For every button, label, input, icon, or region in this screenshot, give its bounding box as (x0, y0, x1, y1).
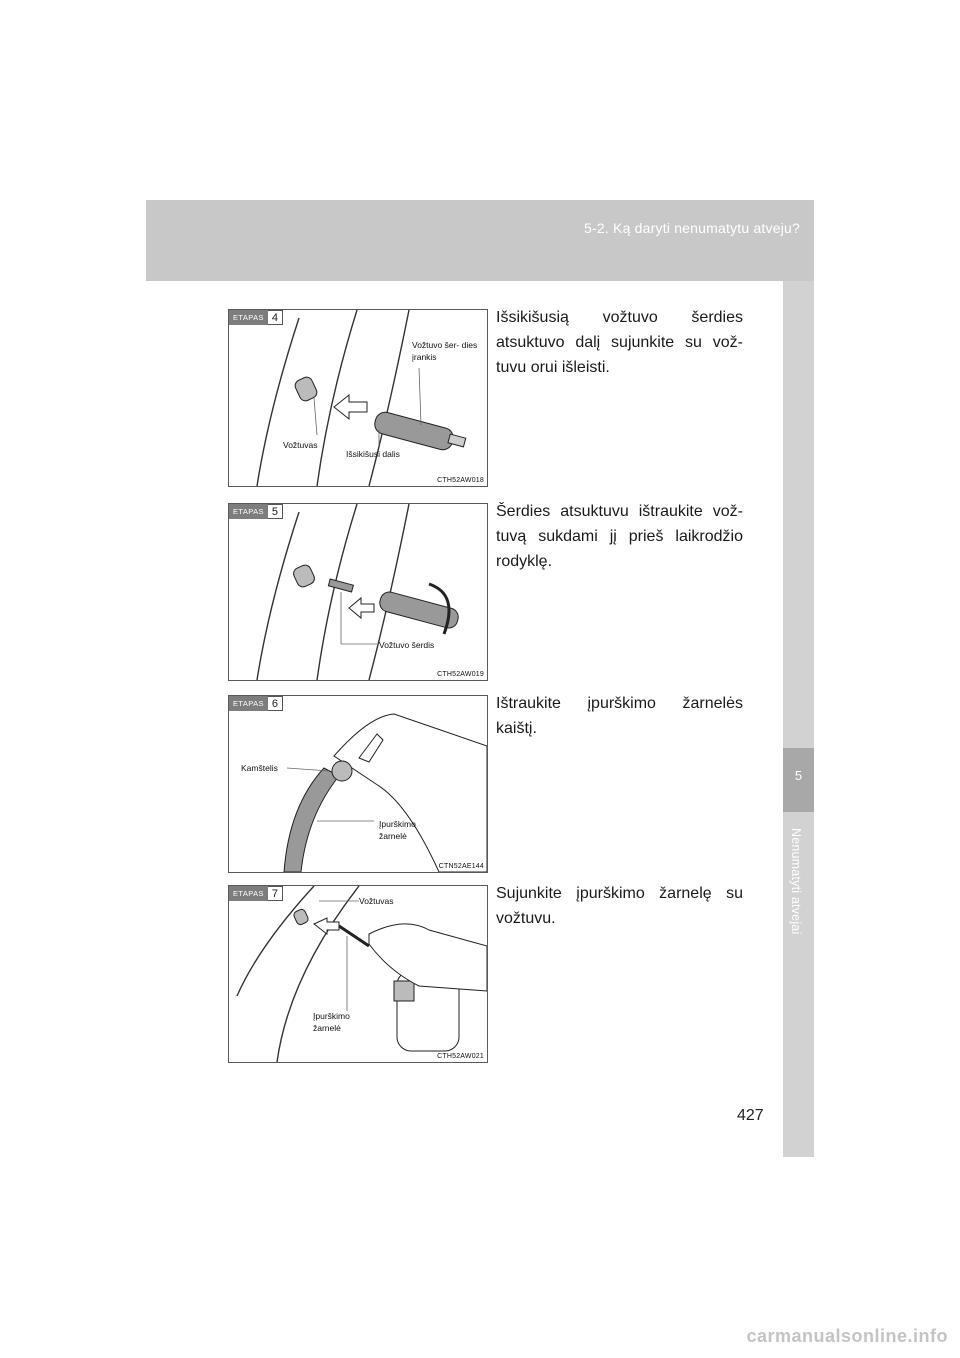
step-badge-word: ETAPAS (229, 504, 268, 519)
chapter-label: Nenumatyti atvejai (789, 828, 803, 935)
step-4-figure (228, 309, 488, 487)
step-7-text: Sujunkite įpurškimo žarnelę su vožtuvu. (496, 885, 743, 927)
step-4-text: Išsikišusią vožtuvo šerdies atsuktuvo dalį sujunkite su vož- tuvu orui išleisti. (496, 309, 743, 376)
valve-core-removal-illustration (229, 504, 487, 680)
step-badge-word: ETAPAS (229, 310, 268, 325)
step-badge-word: ETAPAS (229, 886, 268, 901)
step-badge (229, 696, 283, 711)
hose-to-valve-illustration (229, 886, 487, 1062)
chapter-number: 5 (794, 768, 803, 783)
step-badge-number: 6 (268, 696, 283, 711)
step-badge-word: ETAPAS (229, 696, 268, 711)
step-badge-number: 5 (268, 504, 283, 519)
callout-valve: Vožtuvas (359, 896, 394, 906)
watermark: carmanualsonline.info (746, 1326, 948, 1346)
callout-valve-core: Vožtuvo šerdis (379, 640, 435, 650)
callout-valve: Vožtuvas (283, 440, 318, 450)
callout-cap: Kamštelis (241, 763, 278, 773)
figure-code: CTH52AW021 (437, 1053, 484, 1060)
step-7-figure (228, 885, 488, 1063)
injection-hose-cap-illustration (229, 696, 487, 872)
step-badge (229, 504, 283, 519)
step-5-text: Šerdies atsuktuvu ištraukite vož- tuvą sukdami jį prieš laikrodžio rodyklę. (496, 503, 743, 570)
step-badge (229, 886, 283, 901)
step-6-figure (228, 695, 488, 873)
step-5-figure (228, 503, 488, 681)
step-6-text: Ištraukite įpurškimo žarnelės kaištį. (496, 695, 743, 737)
section-title: 5-2. Ką daryti nenumatytu atveju? (584, 220, 800, 236)
step-badge-number: 4 (268, 310, 283, 325)
figure-code: CTH52AW018 (437, 477, 484, 484)
callout-injection-hose: Įpurškimo žarnelė (313, 1011, 350, 1033)
figure-code: CTN52AE144 (438, 863, 484, 870)
section-header (146, 200, 814, 281)
step-badge (229, 310, 283, 325)
figure-code: CTH52AW019 (437, 671, 484, 678)
callout-injection-hose: Įpurškimo žarnelė (379, 819, 416, 841)
callout-protruding-part: Išsikišusi dalis (346, 449, 400, 459)
step-badge-number: 7 (268, 886, 283, 901)
chapter-side-tab (783, 281, 814, 1157)
callout-valve-core-tool: Vožtuvo šer- dies įrankis (412, 340, 478, 362)
chapter-number-box (783, 748, 814, 812)
page-number: 427 (737, 1107, 764, 1124)
